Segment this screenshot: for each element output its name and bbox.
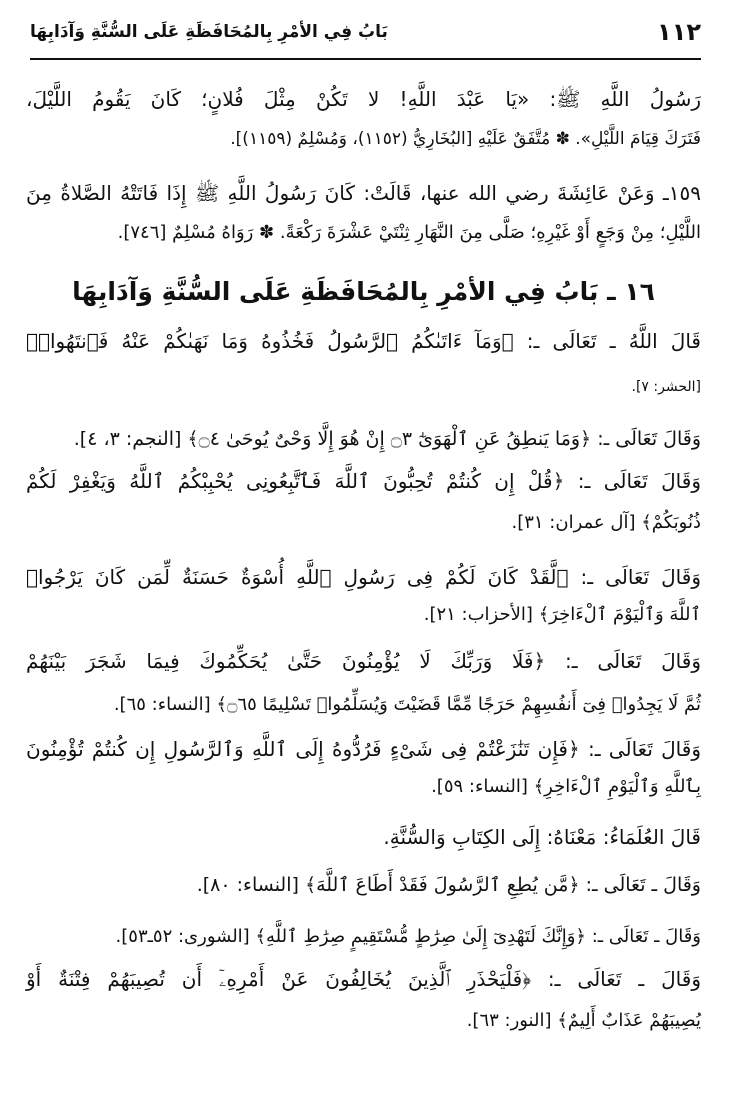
hadith-159-source-line: اللَّيْلِ؛ مِنْ وَجَعٍ أَوْ غَيْرِهِ؛ صَلَّى مِنَ النَّهَارِ ثِنْتَيْ عَشْرَةَ رَكْعَةً. ✽ رَوَاهُ مُسْلِمٌ [٧٤٦]. [117, 222, 701, 243]
page-number: ١١٢ [657, 18, 701, 46]
verse-line: ثُمَّ لَا يَجِدُوا۟ فِىٓ أَنفُسِهِمْ حَرَجًا مِّمَّا قَضَيْتَ وَيُسَلِّمُوا۟ تَسْلِيمًا ۝٦٥﴾ [النساء: ٦٥]. [113, 694, 701, 715]
verse-line: وَقَالَ تَعَالَى ـ: ﴿فَإِن تَنَٰزَعْتُمْ فِى شَىْءٍ فَرُدُّوهُ إِلَى ٱللَّهِ وَٱلرَّسُولِ إِن كُنتُمْ تُؤْمِنُونَ [26, 737, 701, 761]
hadith-source-line: فَتَرَكَ قِيَامَ اللَّيْلِ». ✽ مُتَّفَقٌ عَلَيْهِ [البُخَارِيُّ (١١٥٢)، وَمُسْلِمٌ (١١٥٩)]. [230, 129, 701, 149]
verse-line: يُصِيبَهُمْ عَذَابٌ أَلِيمٌ﴾ [النور: ٦٣]. [466, 1010, 701, 1031]
page-body [26, 0, 701, 1111]
verse-line: بِٱللَّهِ وَٱلْيَوْمِ ٱلْءَاخِرِ﴾ [النساء: ٥٩]. [431, 776, 701, 797]
verse-citation: [الحشر: ٧]. [631, 379, 701, 395]
verse-line: وَقَالَ تَعَالَى ـ: ﴿لَّقَدْ كَانَ لَكُمْ فِى رَسُولِ ٱللَّهِ أُسْوَةٌ حَسَنَةٌ لِّمَن كَانَ يَرْجُوا۟ [26, 565, 701, 589]
verse-line: وَقَالَ ـ تَعَالَى ـ: ﴿مَّن يُطِعِ ٱلرَّسُولَ فَقَدْ أَطَاعَ ٱللَّهَ﴾ [النساء: ٨٠]. [196, 874, 701, 896]
verse-line: وَقَالَ ـ تَعَالَى ـ: ﴿وَإِنَّكَ لَتَهْدِىٓ إِلَىٰ صِرَٰطٍ مُّسْتَقِيمٍ صِرَٰطِ ٱللَّهِ﴾ [الشورى: ٥٢ـ٥٣]. [115, 926, 701, 947]
hadith-text-line: رَسُولُ اللَّهِ ﷺ: «يَا عَبْدَ اللَّهِ! لا تَكُنْ مِثْلَ فُلانٍ؛ كَانَ يَقُومُ اللَّيْلَ، [26, 87, 701, 111]
hadith-159-line: ١٥٩ـ وَعَنْ عَائِشَةَ رضي الله عنها، قَالَتْ: كَانَ رَسُولُ اللَّهِ ﷺ إِذَا فَاتَتْهُ الصَّلاةُ مِنَ [26, 181, 701, 205]
verse-line: ذُنُوبَكُمْ﴾ [آل عمران: ٣١]. [511, 512, 701, 533]
verse-line: قَالَ اللَّهُ ـ تَعَالَى ـ: ﴿وَمَآ ءَاتَىٰكُمُ ٱلرَّسُولُ فَخُذُوهُ وَمَا نَهَىٰكُمْ عَنْهُ فَٱنتَهُوا۟﴾ [26, 329, 701, 353]
verse-line: وَقَالَ تَعَالَى ـ: ﴿قُلْ إِن كُنتُمْ تُحِبُّونَ ٱللَّهَ فَٱتَّبِعُونِى يُحْبِبْكُمُ ٱللَّهُ وَيَغْفِرْ لَكُمْ [26, 469, 701, 493]
scholars-note-line: قَالَ العُلَمَاءُ: مَعْنَاهُ: إِلَى الكِتَابِ وَالسُّنَّةِ. [383, 825, 701, 849]
verse-line: وَقَالَ تَعَالَى ـ: ﴿فَلَا وَرَبِّكَ لَا يُؤْمِنُونَ حَتَّىٰ يُحَكِّمُوكَ فِيمَا شَجَرَ بَيْنَهُمْ [26, 649, 701, 673]
chapter-heading: ١٦ ـ بَابُ فِي الأمْرِ بِالمُحَافَظَةِ عَلَى السُّنَّةِ وَآدَابِهَا [72, 277, 655, 306]
verse-line: وَقَالَ تَعَالَى ـ: ﴿وَمَا يَنطِقُ عَنِ ٱلْهَوَىٰٓ ۝٣ إِنْ هُوَ إِلَّا وَحْىٌ يُوحَىٰ ۝٤﴾ [النجم: ٣، ٤]. [73, 428, 701, 450]
running-title: بَابُ فِي الأمْرِ بِالمُحَافَظَةِ عَلَى السُّنَّةِ وَآدَابِهَا [30, 22, 388, 42]
verse-line: ٱللَّهَ وَٱلْيَوْمَ ٱلْءَاخِرَ﴾ [الأحزاب: ٢١]. [423, 604, 701, 625]
verse-line: وَقَالَ ـ تَعَالَى ـ: ﴿فَلْيَحْذَرِ ٱلَّذِينَ يُخَالِفُونَ عَنْ أَمْرِهِۦٓ أَن تُصِيبَهُمْ فِتْنَةٌ أَوْ [26, 967, 701, 991]
